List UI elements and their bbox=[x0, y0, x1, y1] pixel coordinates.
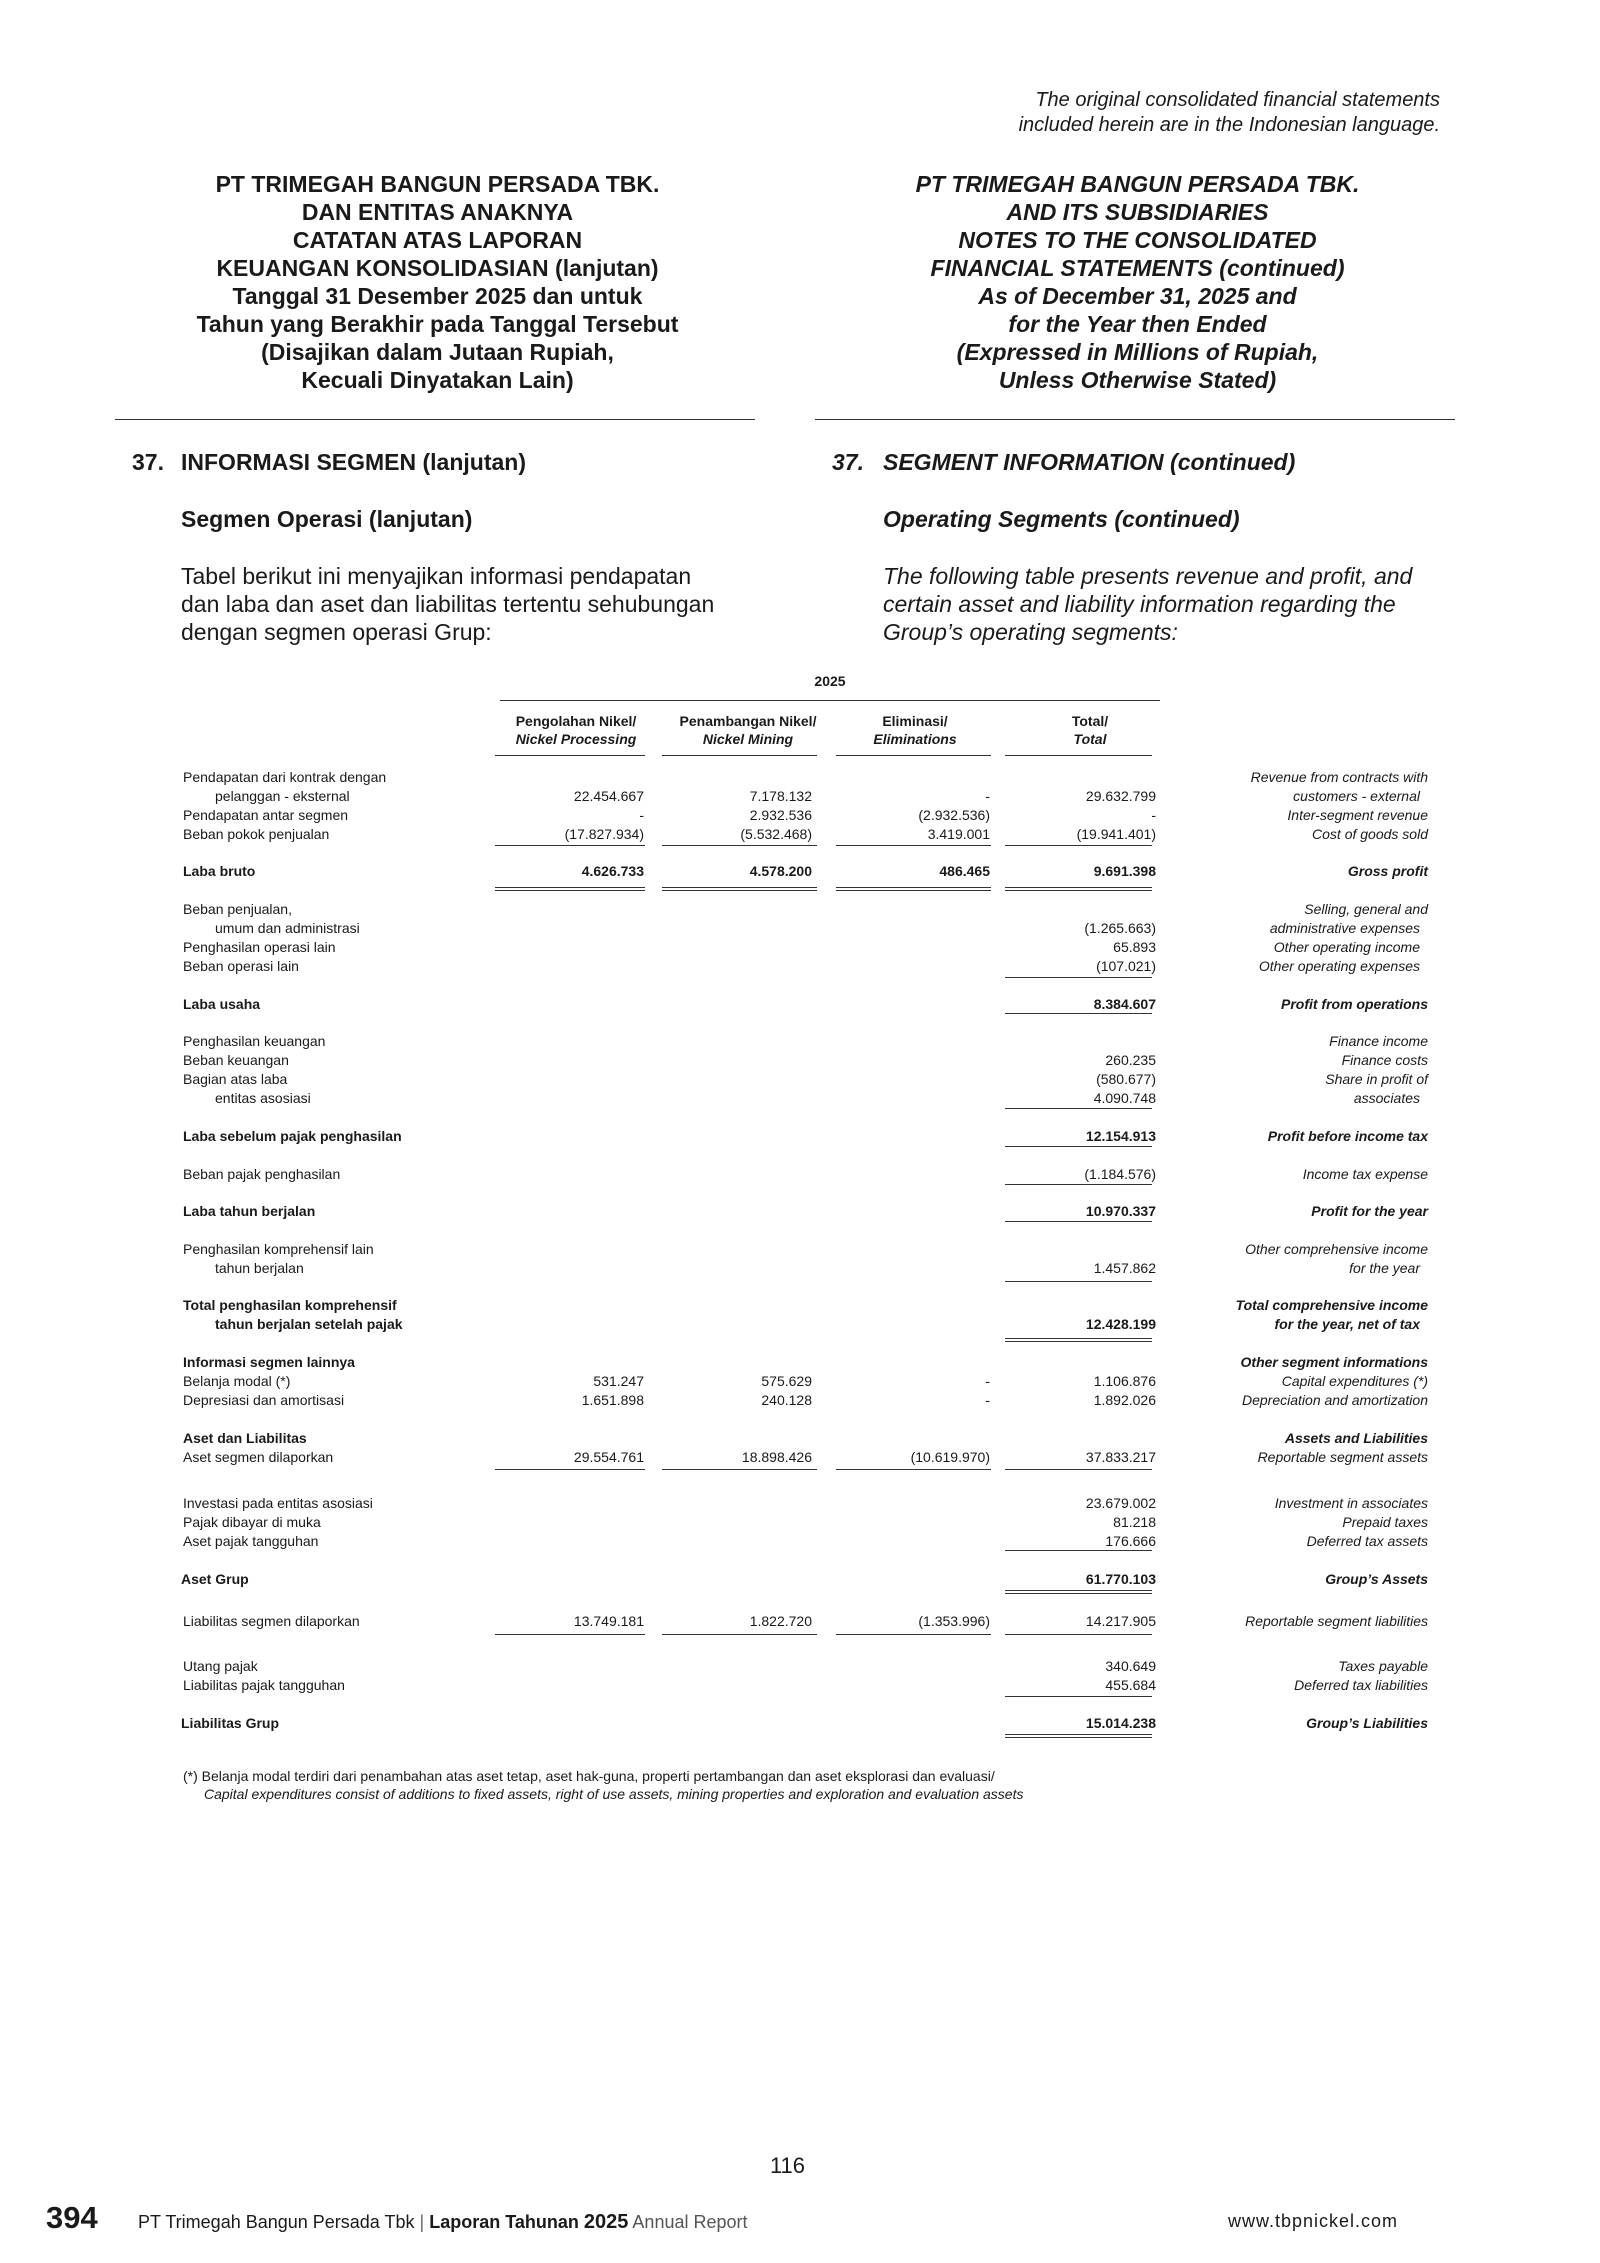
row-label-id: Liabilitas Grup bbox=[181, 1715, 280, 1731]
row-label-id: Aset Grup bbox=[181, 1571, 249, 1587]
total-double-rule bbox=[836, 890, 991, 891]
nickel-processing-value: 13.749.181 bbox=[573, 1613, 644, 1629]
total-double-rule bbox=[1005, 1341, 1152, 1342]
row-label-en: Reportable segment liabilities bbox=[1245, 1613, 1428, 1629]
section-number: 37. bbox=[132, 449, 164, 475]
row-label-en: Deferred tax liabilities bbox=[1294, 1677, 1428, 1693]
eliminations-value: (2.932.536) bbox=[918, 807, 990, 823]
nickel-processing-value: 22.454.667 bbox=[573, 788, 644, 804]
header-line: Kecuali Dinyatakan Lain) bbox=[301, 367, 574, 393]
total-value: 4.090.748 bbox=[1093, 1090, 1156, 1106]
eliminations-value: - bbox=[985, 1392, 990, 1408]
row-label-id: Beban pajak penghasilan bbox=[183, 1166, 341, 1182]
total-value: (107.021) bbox=[1096, 958, 1156, 974]
total-double-rule bbox=[1005, 887, 1152, 888]
footer-website-link[interactable]: www.tbpnickel.com bbox=[1228, 2211, 1399, 2231]
sum-rule bbox=[1005, 1184, 1152, 1185]
row-label-en: Inter-segment revenue bbox=[1287, 807, 1428, 823]
subsection-title-id: Segmen Operasi (lanjutan) bbox=[181, 506, 473, 532]
paragraph-line: Group’s operating segments: bbox=[883, 619, 1178, 645]
subsection-title-en: Operating Segments (continued) bbox=[883, 506, 1240, 532]
header-english bbox=[815, 170, 1460, 394]
nickel-processing-value: 1.651.898 bbox=[581, 1392, 644, 1408]
row-label-id: Aset dan Liabilitas bbox=[183, 1430, 307, 1446]
sum-rule bbox=[836, 755, 991, 756]
total-value: 8.384.607 bbox=[1093, 996, 1156, 1012]
nickel-mining-value: 18.898.426 bbox=[741, 1449, 812, 1465]
row-label-id: Liabilitas segmen dilaporkan bbox=[183, 1613, 360, 1629]
column-header-total bbox=[1005, 712, 1175, 748]
sum-rule bbox=[836, 845, 991, 846]
nickel-processing-value: 531.247 bbox=[593, 1373, 644, 1389]
sum-rule bbox=[662, 1469, 817, 1470]
row-label-id: Belanja modal (*) bbox=[183, 1373, 291, 1389]
row-label-en: Taxes payable bbox=[1338, 1658, 1428, 1674]
row-label-en: Group’s Assets bbox=[1325, 1571, 1428, 1587]
nickel-processing-value: - bbox=[639, 807, 644, 823]
section-title-en: SEGMENT INFORMATION (continued) bbox=[883, 449, 1296, 475]
sum-rule bbox=[495, 845, 645, 846]
sum-rule bbox=[1005, 1469, 1152, 1470]
row-label-en: Revenue from contracts with bbox=[1250, 769, 1428, 785]
header-line: DAN ENTITAS ANAKNYA bbox=[301, 199, 574, 225]
column-header-id: Pengolahan Nikel/ bbox=[515, 713, 637, 729]
header-rule-left bbox=[115, 419, 755, 420]
row-label-en: Other operating expenses bbox=[1258, 958, 1420, 974]
total-double-rule bbox=[1005, 1338, 1152, 1339]
row-label-id: Pendapatan dari kontrak dengan bbox=[183, 769, 387, 785]
row-label-en: Finance income bbox=[1329, 1033, 1428, 1049]
row-label-id: Aset pajak tangguhan bbox=[183, 1533, 319, 1549]
footnote-en: Capital expenditures consist of additions to fixed assets, right of use assets, mining properties and exploration and evaluation assets bbox=[204, 1786, 1024, 1802]
row-label-en: Profit from operations bbox=[1280, 996, 1428, 1012]
total-value: 14.217.905 bbox=[1085, 1613, 1156, 1629]
footer-separator: | bbox=[419, 2212, 425, 2232]
total-value: 1.457.862 bbox=[1093, 1260, 1156, 1276]
nickel-processing-value: 29.554.761 bbox=[573, 1449, 644, 1465]
top-note bbox=[900, 88, 1440, 138]
row-label-en: associates bbox=[1353, 1090, 1420, 1106]
row-label-en: Prepaid taxes bbox=[1342, 1514, 1428, 1530]
row-label-en: Finance costs bbox=[1341, 1052, 1428, 1068]
nickel-mining-value: 240.128 bbox=[761, 1392, 812, 1408]
column-header-en: Nickel Mining bbox=[702, 731, 794, 747]
total-value: (1.265.663) bbox=[1084, 920, 1156, 936]
sum-rule bbox=[1005, 1281, 1152, 1282]
row-label-id: Utang pajak bbox=[183, 1658, 258, 1674]
row-label-en: Group’s Liabilities bbox=[1306, 1715, 1428, 1731]
column-header-en: Eliminations bbox=[873, 731, 957, 747]
column-header-id: Eliminasi/ bbox=[882, 713, 948, 729]
sum-rule bbox=[1005, 1221, 1152, 1222]
row-label-en: customers - external bbox=[1293, 788, 1420, 804]
paragraph-line: dengan segmen operasi Grup: bbox=[181, 619, 492, 645]
row-label-en: for the year, net of tax bbox=[1274, 1316, 1420, 1332]
header-line: for the Year then Ended bbox=[1008, 311, 1267, 337]
row-label-id: Total penghasilan komprehensif bbox=[183, 1297, 397, 1313]
nickel-mining-value: 1.822.720 bbox=[749, 1613, 812, 1629]
row-label-en: Share in profit of bbox=[1325, 1071, 1428, 1087]
page-number: 116 bbox=[769, 2153, 806, 2178]
nickel-processing-value: (17.827.934) bbox=[564, 826, 644, 842]
row-label-id: Aset segmen dilaporkan bbox=[183, 1449, 334, 1465]
sum-rule bbox=[662, 845, 817, 846]
sum-rule bbox=[1005, 1634, 1152, 1635]
footnote bbox=[183, 1767, 1023, 1803]
total-value: 1.106.876 bbox=[1093, 1373, 1156, 1389]
row-label-en: Income tax expense bbox=[1302, 1166, 1428, 1182]
column-header-id: Penambangan Nikel/ bbox=[679, 713, 817, 729]
paragraph-line: certain asset and liability information regarding the bbox=[883, 591, 1396, 617]
total-value: 61.770.103 bbox=[1085, 1571, 1156, 1587]
row-label-id: Penghasilan keuangan bbox=[183, 1033, 326, 1049]
total-value: 9.691.398 bbox=[1093, 863, 1156, 879]
row-label-id: Laba usaha bbox=[183, 996, 261, 1012]
header-line: As of December 31, 2025 and bbox=[978, 283, 1297, 309]
nickel-mining-value: (5.532.468) bbox=[740, 826, 812, 842]
column-header-id: Total/ bbox=[1071, 713, 1109, 729]
row-label-en: Gross profit bbox=[1347, 863, 1428, 879]
sum-rule bbox=[1005, 1013, 1152, 1014]
footer-year: 2025 bbox=[583, 2211, 629, 2233]
row-label-id: umum dan administrasi bbox=[215, 920, 360, 936]
header-line: NOTES TO THE CONSOLIDATED bbox=[958, 227, 1317, 253]
sum-rule bbox=[1005, 1696, 1152, 1697]
row-label-id: tahun berjalan bbox=[215, 1260, 304, 1276]
total-double-rule bbox=[1005, 1734, 1152, 1735]
total-value: 455.684 bbox=[1105, 1677, 1156, 1693]
row-label-en: Profit before income tax bbox=[1267, 1128, 1428, 1144]
header-line: AND ITS SUBSIDIARIES bbox=[1006, 199, 1269, 225]
section-title-id: INFORMASI SEGMEN (lanjutan) bbox=[181, 449, 526, 475]
eliminations-value: 3.419.001 bbox=[927, 826, 990, 842]
row-label-id: Laba sebelum pajak penghasilan bbox=[183, 1128, 402, 1144]
total-value: 15.014.238 bbox=[1085, 1715, 1156, 1731]
total-value: 260.235 bbox=[1105, 1052, 1156, 1068]
row-label-en: for the year bbox=[1349, 1260, 1420, 1276]
sum-rule bbox=[836, 1469, 991, 1470]
row-label-en: Other operating income bbox=[1273, 939, 1420, 955]
row-label-en: Other segment informations bbox=[1240, 1354, 1428, 1370]
total-value: 10.970.337 bbox=[1085, 1203, 1156, 1219]
row-label-id: Laba bruto bbox=[183, 863, 256, 879]
total-double-rule bbox=[1005, 890, 1152, 891]
row-label-id: Penghasilan komprehensif lain bbox=[183, 1241, 374, 1257]
nickel-mining-value: 575.629 bbox=[761, 1373, 812, 1389]
header-line: Tanggal 31 Desember 2025 dan untuk bbox=[232, 283, 643, 309]
row-label-en: Investment in associates bbox=[1274, 1495, 1428, 1511]
row-label-id: Beban pokok penjualan bbox=[183, 826, 330, 842]
row-label-en: Other comprehensive income bbox=[1245, 1241, 1428, 1257]
row-label-en: Depreciation and amortization bbox=[1242, 1392, 1428, 1408]
top-note-line: The original consolidated financial statements bbox=[1035, 89, 1440, 111]
total-value: 12.154.913 bbox=[1085, 1128, 1156, 1144]
header-line: PT TRIMEGAH BANGUN PERSADA TBK. bbox=[915, 171, 1360, 197]
top-note-line: included herein are in the Indonesian language. bbox=[1018, 114, 1440, 136]
column-header-en: Total bbox=[1073, 731, 1107, 747]
header-line: Unless Otherwise Stated) bbox=[998, 367, 1277, 393]
total-value: 65.893 bbox=[1113, 939, 1156, 955]
header-rule-right bbox=[815, 419, 1455, 420]
nickel-mining-value: 7.178.132 bbox=[749, 788, 812, 804]
header-line: CATATAN ATAS LAPORAN bbox=[292, 227, 583, 253]
total-double-rule bbox=[495, 887, 645, 888]
sum-rule bbox=[495, 755, 645, 756]
paragraph-line: The following table presents revenue and profit, and bbox=[883, 563, 1413, 589]
total-value: 81.218 bbox=[1113, 1514, 1156, 1530]
row-label-id: pelanggan - eksternal bbox=[215, 788, 350, 804]
row-label-id: Bagian atas laba bbox=[183, 1071, 288, 1087]
footer-page-number: 394 bbox=[46, 2200, 98, 2235]
nickel-mining-value: 2.932.536 bbox=[749, 807, 812, 823]
row-label-id: Liabilitas pajak tangguhan bbox=[183, 1677, 345, 1693]
total-value: 340.649 bbox=[1105, 1658, 1156, 1674]
sum-rule bbox=[495, 1634, 645, 1635]
row-label-id: Depresiasi dan amortisasi bbox=[183, 1392, 345, 1408]
footer-report: Laporan Tahunan bbox=[429, 2212, 579, 2232]
row-label-id: Beban keuangan bbox=[183, 1052, 289, 1068]
eliminations-value: 486.465 bbox=[939, 863, 990, 879]
row-label-id: tahun berjalan setelah pajak bbox=[215, 1316, 403, 1332]
table-year: 2025 bbox=[814, 673, 846, 689]
total-value: 12.428.199 bbox=[1085, 1316, 1156, 1332]
row-label-en: Reportable segment assets bbox=[1257, 1449, 1428, 1465]
header-line: (Disajikan dalam Jutaan Rupiah, bbox=[261, 339, 614, 365]
sum-rule bbox=[1005, 1146, 1152, 1147]
total-double-rule bbox=[1005, 1737, 1152, 1738]
total-double-rule bbox=[836, 887, 991, 888]
sum-rule bbox=[1005, 1108, 1152, 1109]
row-label-id: Beban operasi lain bbox=[183, 958, 299, 974]
total-value: 23.679.002 bbox=[1085, 1495, 1156, 1511]
row-label-en: Deferred tax assets bbox=[1306, 1533, 1428, 1549]
total-value: 29.632.799 bbox=[1085, 788, 1156, 804]
total-value: 176.666 bbox=[1105, 1533, 1156, 1549]
row-label-en: Assets and Liabilities bbox=[1284, 1430, 1428, 1446]
row-label-id: Laba tahun berjalan bbox=[183, 1203, 316, 1219]
header-indonesian bbox=[115, 170, 760, 394]
header-line: FINANCIAL STATEMENTS (continued) bbox=[930, 255, 1345, 281]
total-value: 37.833.217 bbox=[1085, 1449, 1156, 1465]
total-value: (580.677) bbox=[1096, 1071, 1156, 1087]
row-label-en: Profit for the year bbox=[1311, 1203, 1428, 1219]
footer-company: PT Trimegah Bangun Persada Tbk bbox=[138, 2212, 415, 2232]
sum-rule bbox=[495, 1469, 645, 1470]
row-label-id: Informasi segmen lainnya bbox=[183, 1354, 355, 1370]
total-value: (1.184.576) bbox=[1084, 1166, 1156, 1182]
total-double-rule bbox=[1005, 1590, 1152, 1591]
intro-paragraph-id bbox=[181, 562, 743, 646]
nickel-mining-value: 4.578.200 bbox=[749, 863, 812, 879]
sum-rule bbox=[1005, 845, 1152, 846]
sum-rule bbox=[1005, 977, 1152, 978]
total-double-rule bbox=[495, 890, 645, 891]
total-value: (19.941.401) bbox=[1076, 826, 1156, 842]
header-line: KEUANGAN KONSOLIDASIAN (lanjutan) bbox=[216, 255, 659, 281]
nickel-processing-value: 4.626.733 bbox=[581, 863, 644, 879]
row-label-id: Penghasilan operasi lain bbox=[183, 939, 336, 955]
row-label-en: Cost of goods sold bbox=[1312, 826, 1428, 842]
total-double-rule bbox=[1005, 1593, 1152, 1594]
column-header-nickel-mining bbox=[663, 712, 833, 748]
total-double-rule bbox=[662, 887, 817, 888]
sum-rule bbox=[662, 755, 817, 756]
sum-rule bbox=[662, 1634, 817, 1635]
header-line: PT TRIMEGAH BANGUN PERSADA TBK. bbox=[215, 171, 660, 197]
section-number: 37. bbox=[832, 449, 864, 475]
sum-rule bbox=[1005, 755, 1152, 756]
year-rule bbox=[500, 700, 1160, 701]
row-label-en: Selling, general and bbox=[1304, 901, 1428, 917]
eliminations-value: (10.619.970) bbox=[910, 1449, 990, 1465]
eliminations-value: (1.353.996) bbox=[918, 1613, 990, 1629]
row-label-id: Pendapatan antar segmen bbox=[183, 807, 349, 823]
total-value: 1.892.026 bbox=[1093, 1392, 1156, 1408]
total-value: - bbox=[1151, 807, 1156, 823]
row-label-id: Pajak dibayar di muka bbox=[183, 1514, 321, 1530]
paragraph-line: Tabel berikut ini menyajikan informasi pendapatan bbox=[181, 563, 692, 589]
row-label-id: Beban penjualan, bbox=[183, 901, 292, 917]
row-label-id: Investasi pada entitas asosiasi bbox=[183, 1495, 373, 1511]
total-double-rule bbox=[662, 890, 817, 891]
column-header-en: Nickel Processing bbox=[515, 731, 637, 747]
eliminations-value: - bbox=[985, 788, 990, 804]
eliminations-value: - bbox=[985, 1373, 990, 1389]
sum-rule bbox=[1005, 1550, 1152, 1551]
column-header-nickel-processing bbox=[491, 712, 661, 748]
intro-paragraph-en bbox=[883, 562, 1441, 646]
row-label-en: administrative expenses bbox=[1269, 920, 1420, 936]
row-label-id: entitas asosiasi bbox=[215, 1090, 311, 1106]
footnote-id: (*) Belanja modal terdiri dari penambahan atas aset tetap, aset hak-guna, properti pertambangan dan aset eksplorasi dan evaluasi/ bbox=[183, 1768, 995, 1784]
paragraph-line: dan laba dan aset dan liabilitas tertentu sehubungan bbox=[181, 591, 715, 617]
sum-rule bbox=[836, 1634, 991, 1635]
column-header-eliminations bbox=[830, 712, 1000, 748]
header-line: (Expressed in Millions of Rupiah, bbox=[956, 339, 1319, 365]
header-line: Tahun yang Berakhir pada Tanggal Tersebut bbox=[196, 311, 679, 337]
footer-annual: Annual Report bbox=[632, 2212, 748, 2232]
row-label-en: Capital expenditures (*) bbox=[1281, 1373, 1428, 1389]
footer-report-title bbox=[138, 2211, 748, 2234]
row-label-en: Total comprehensive income bbox=[1235, 1297, 1428, 1313]
